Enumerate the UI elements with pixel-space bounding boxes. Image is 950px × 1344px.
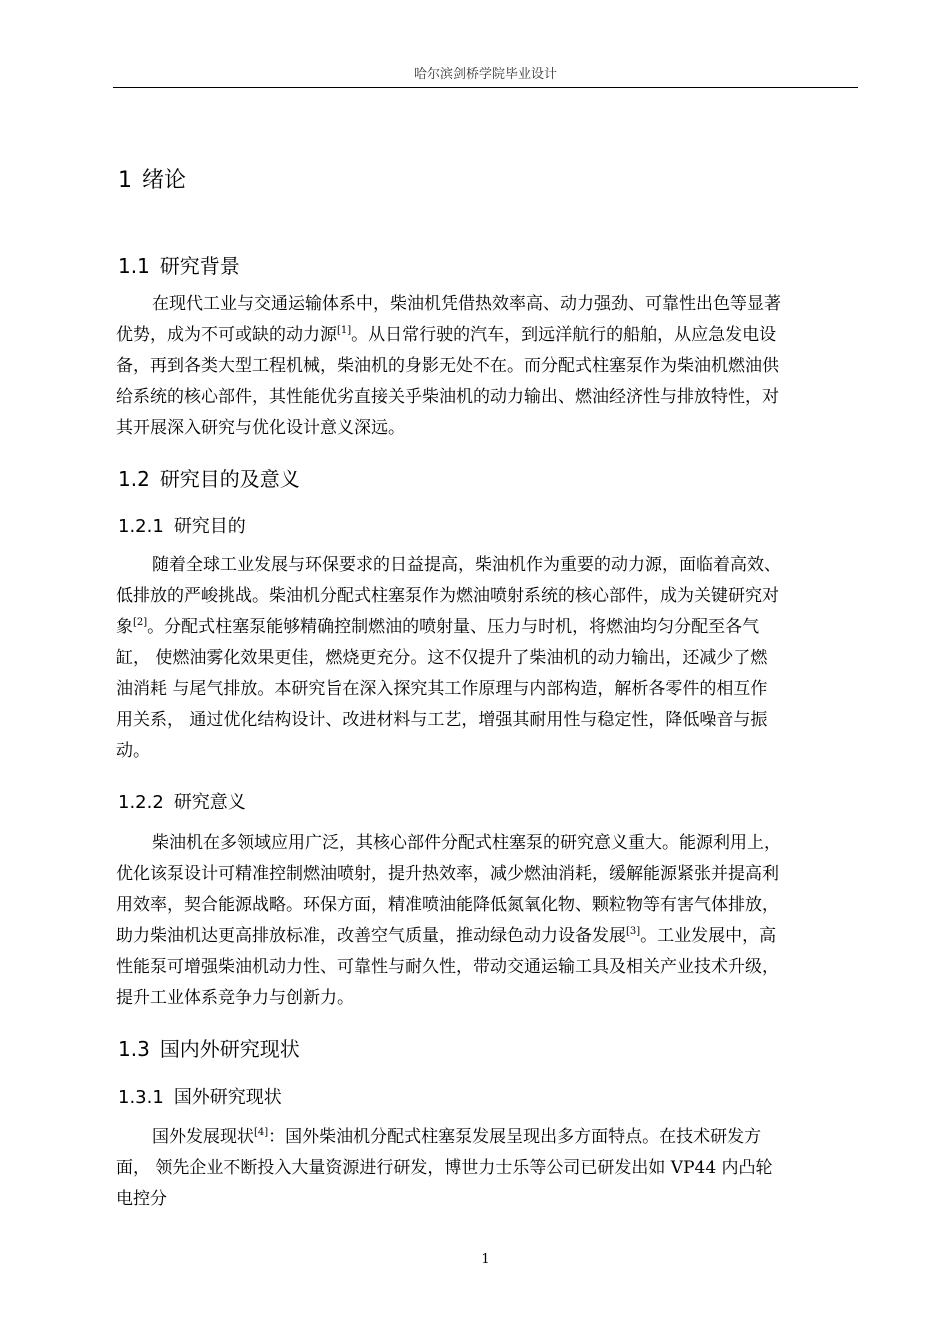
- section-title: 国内外研究现状: [159, 1037, 300, 1061]
- text-line: 国外发展现状[4]：国外柴油机分配式柱塞泵发展呈现出多方面特点。在技术研发方: [152, 1127, 762, 1147]
- paragraph-research-background: [116, 289, 860, 444]
- subsection-title: 国外研究现状: [173, 1087, 282, 1108]
- text-line: 柴油机在多领域应用广泛，其核心部件分配式柱塞泵的研究意义重大。能源利用上，: [152, 833, 781, 853]
- section-heading-1-3: [118, 1033, 300, 1062]
- text-line: 给系统的核心部件，其性能优劣直接关乎柴油机的动力输出、燃油经济性与排放特性，对: [116, 387, 779, 407]
- text-line: 象[2]。分配式柱塞泵能够精确控制燃油的喷射量、压力与时机，将燃油均匀分配至各气: [116, 617, 760, 637]
- citation-ref: [2]: [133, 617, 148, 628]
- subsection-title: 研究目的: [173, 516, 246, 537]
- section-heading-1-1: [118, 250, 240, 279]
- citation-ref: [4]: [254, 1127, 269, 1138]
- header-divider: [113, 87, 858, 88]
- text-line: 助力柴油机达更高排放标准，改善空气质量，推动绿色动力设备发展[3]。工业发展中，高: [116, 926, 777, 946]
- text-line: 随着全球工业发展与环保要求的日益提高，柴油机作为重要的动力源，面临着高效、: [152, 555, 781, 575]
- subsection-heading-1-2-2: [118, 788, 246, 814]
- chapter-heading: [118, 163, 186, 194]
- text-line: 优势，成为不可或缺的动力源[1]。从日常行驶的汽车，到远洋航行的船舶，从应急发电设: [116, 325, 777, 345]
- citation-ref: [1]: [337, 325, 352, 336]
- text-line: 缸， 使燃油雾化效果更佳，燃烧更充分。这不仅提升了柴油机的动力输出，还减少了燃: [116, 648, 768, 668]
- chapter-number: 1: [118, 168, 132, 193]
- paragraph-foreign-status: [116, 1122, 860, 1215]
- text-line: 其开展深入研究与优化设计意义深远。: [116, 418, 405, 438]
- section-heading-1-2: [118, 463, 300, 492]
- text-line: 面， 领先企业不断投入大量资源进行研发，博世力士乐等公司已研发出如 VP44 内凸轮: [116, 1158, 773, 1178]
- text-line: 用关系， 通过优化结构设计、改进材料与工艺，增强其耐用性与稳定性，降低噪音与振: [116, 710, 768, 730]
- subsection-heading-1-2-1: [118, 512, 246, 538]
- subsection-number: 1.2.1: [118, 516, 164, 537]
- text-line: 备，再到各类大型工程机械，柴油机的身影无处不在。而分配式柱塞泵作为柴油机燃油供: [116, 356, 779, 376]
- text-line: 电控分: [116, 1189, 167, 1209]
- section-title: 研究目的及意义: [159, 467, 300, 491]
- section-number: 1.3: [118, 1037, 150, 1061]
- subsection-heading-1-3-1: [118, 1083, 282, 1109]
- section-title: 研究背景: [159, 254, 240, 278]
- text-line: 优化该泵设计可精准控制燃油喷射，提升热效率，减少燃油消耗，缓解能源紧张并提高利: [116, 864, 779, 884]
- citation-ref: [3]: [626, 926, 641, 937]
- subsection-number: 1.3.1: [118, 1087, 164, 1108]
- text-line: 提升工业体系竞争力与创新力。: [116, 988, 354, 1008]
- section-number: 1.1: [118, 254, 150, 278]
- page-number: 1: [481, 1252, 490, 1267]
- text-line: 低排放的严峻挑战。柴油机分配式柱塞泵作为燃油喷射系统的核心部件，成为关键研究对: [116, 586, 779, 606]
- subsection-title: 研究意义: [173, 792, 246, 813]
- section-number: 1.2: [118, 467, 150, 491]
- text-line: 性能泵可增强柴油机动力性、可靠性与耐久性，带动交通运输工具及相关产业技术升级，: [116, 957, 779, 977]
- text-line: 动。: [116, 741, 150, 761]
- paragraph-research-purpose: [116, 550, 860, 767]
- subsection-number: 1.2.2: [118, 792, 164, 813]
- text-line: 用效率，契合能源战略。环保方面，精准喷油能降低氮氧化物、颗粒物等有害气体排放，: [116, 895, 779, 915]
- text-line: 油消耗 与尾气排放。本研究旨在深入探究其工作原理与内部构造，解析各零件的相互作: [116, 679, 768, 699]
- text-line: 在现代工业与交通运输体系中，柴油机凭借热效率高、动力强劲、可靠性出色等显著: [152, 294, 781, 314]
- page-header: 哈尔滨剑桥学院毕业设计: [413, 67, 557, 82]
- chapter-title: 绪论: [142, 168, 187, 193]
- paragraph-research-significance: [116, 828, 860, 1014]
